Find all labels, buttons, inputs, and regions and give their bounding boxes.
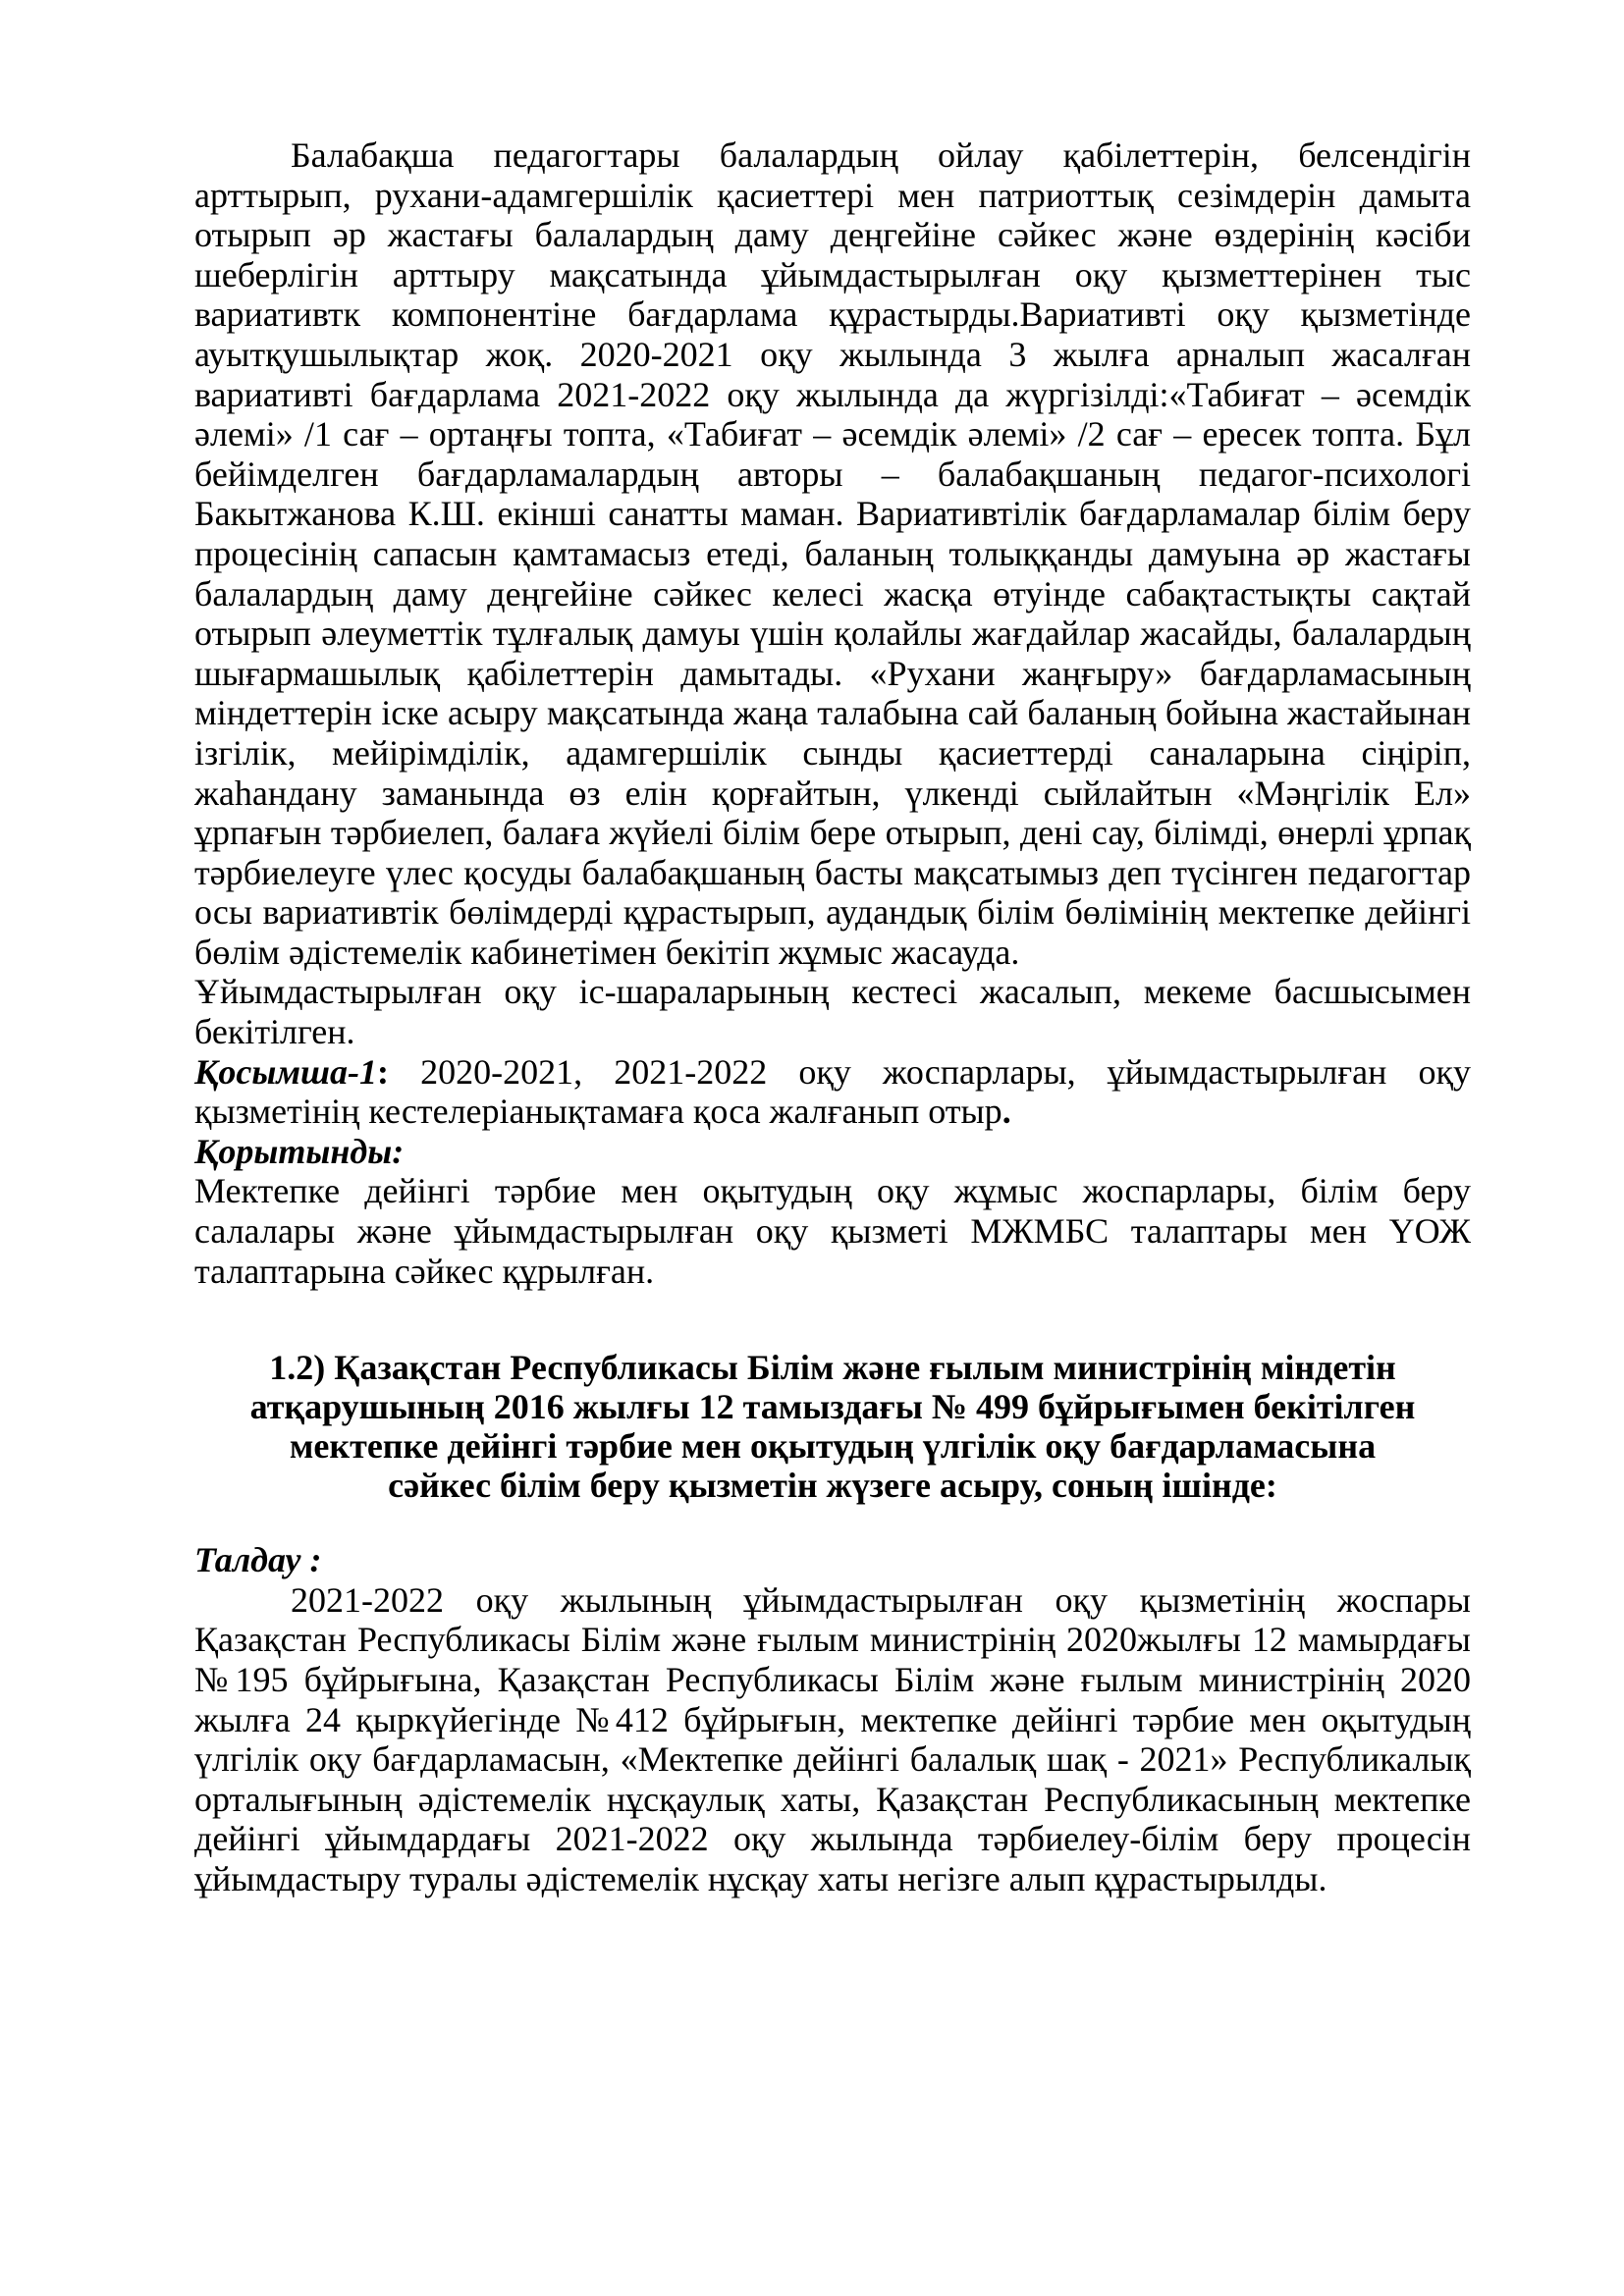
- paragraph-variative-program: Балабақша педагогтары балалардың ойлау қабілеттерін, белсендігін арттырып, рухани-адамгершілік қасиеттері мен патриоттық сезімдерін дамыта отырып әр жастағы балалардың даму деңгейіне сәйкес және өздерінің кәсіби шеберлігін арттыру мақсатында ұйымдастырылған оқу қызметтерінен тыс вариативтк компонентіне бағдарлама құрастырды.Вариативті оқу қызметінде ауытқушылықтар жоқ. 2020-2021 оқу жылында 3 жылға арналып жасалған вариативті бағдарлама 2021-2022 оқу жылында да жүргізілді:«Табиғат – әсемдік әлемі» /1 сағ – ортаңғы топта, «Табиғат – әсемдік әлемі» /2 сағ – ересек топта. Бұл бейімделген бағдарламалардың авторы – балабақшаның педагог-психологі Бакытжанова К.Ш. екінші санатты маман. Вариативтілік бағдарламалар білім беру процесінің сапасын қамтамасыз етеді, баланың толыққанды дамуына әр жастағы балалардың даму деңгейіне сәйкес келесі жасқа өтуінде сабақтастықты сақтай отырып әлеуметтік тұлғалық дамуы үшін қолайлы жағдайлар жасайды, балалардың шығармашылық қабілеттерін дамытады. «Рухани жаңғыру» бағдарламасының міндеттерін іске асыру мақсатында жаңа талабына сай баланың бойына жастайынан ізгілік, мейірімділік, адамгершілік сынды қасиеттерді саналарына сіңіріп, жаһандану заманында өз елін қорғайтын, үлкенді сыйлайтын «Мәңгілік Ел» ұрпағын тәрбиелеп, балаға жүйелі білім бере отырып, дені сау, білімді, өнерлі ұрпақ тәрбиелеуге үлес қосуды балабақшаның басты мақсатымыз деп түсінген педагогтар осы вариативтік бөлімдерді құрастырып, аудандық білім бөлімінің мектепке дейінгі бөлім әдістемелік кабинетімен бекітіп жұмыс жасауда.: [194, 135, 1471, 972]
- conclusion-label: Қорытынды:: [194, 1131, 405, 1171]
- section-heading-line-3: мектепке дейінгі тәрбие мен оқытудың үлгілік оқу бағдарламасына: [289, 1426, 1377, 1467]
- paragraph-appendix: [194, 1052, 1471, 1132]
- appendix-period: .: [1001, 1092, 1011, 1132]
- analysis-text: 2021-2022 оқу жылының ұйымдастырылған оқу қызметінің жоспары Қазақстан Республикасы Білім және ғылым министрінің 2020жылғы 12 мамырдағы №195 бұйрығына, Қазақстан Республикасы Білім және ғылым министрінің 2020 жылға 24 қыркүйегінде №412 бұйрығын, мектепке дейінгі тәрбие мен оқытудың үлгілік оқу бағдарламасын, «Мектепке дейінгі балалық шақ - 2021» Республикалық орталығының әдістемелік нұсқаулық хаты, Қазақстан Республикасының мектепке дейінгі ұйымдардағы 2021-2022 оқу жылында тәрбиелеу-білім беру процесін ұйымдастыру туралы әдістемелік нұсқау хаты негізге алып құрастырылды.: [194, 1579, 1471, 1898]
- paragraph-schedule: Ұйымдастырылған оқу іс-шараларының кестесі жасалып, мекеме басшысымен бекітілген.: [194, 972, 1471, 1052]
- appendix-text: 2020-2021, 2021-2022 оқу жоспарлары, ұйымдастырылған оқу қызметінің кестелеріанықтамаға қоса жалғанып отыр: [194, 1051, 1471, 1132]
- analysis-label: Талдау :: [194, 1540, 322, 1580]
- section-heading-line-4: сәйкес білім беру қызметін жүзеге асыру, соның ішінде:: [388, 1466, 1277, 1506]
- appendix-label: Қосымша-1: [194, 1051, 378, 1092]
- document-page: [194, 135, 1471, 1899]
- conclusion-text: Мектепке дейінгі тәрбие мен оқытудың оқу жұмыс жоспарлары, білім беру салалары және ұйымдастырылған оқу қызметі МЖМБС талаптары мен ҮОЖ талаптарына сәйкес құрылған.: [194, 1171, 1471, 1291]
- section-heading: [194, 1348, 1471, 1505]
- section-heading-line-2: атқарушының 2016 жылғы 12 тамыздағы № 499 бұйрығымен бекітілген: [249, 1387, 1416, 1427]
- section-heading-line-1: 1.2) Қазақстан Республикасы Білім және ғылым министрінің міндетін: [269, 1348, 1396, 1388]
- appendix-colon: :: [377, 1051, 390, 1092]
